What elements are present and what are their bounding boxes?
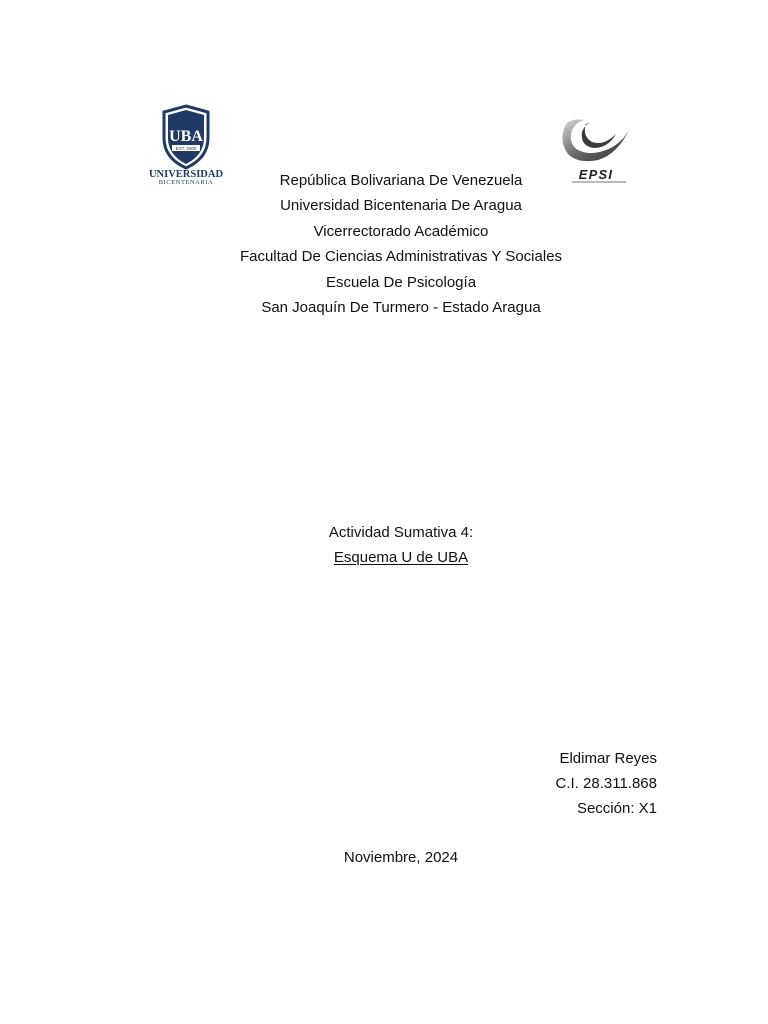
uba-wordmark-line1: UNIVERSIDAD — [148, 169, 224, 180]
document-date: Noviembre, 2024 — [343, 849, 459, 866]
header-line-location: San Joaquín De Turmero - Estado Aragua — [261, 299, 541, 317]
uba-wordmark-line2: BICENTENARIA — [158, 179, 214, 186]
header-line-faculty: Facultad De Ciencias Administrativas Y Sociales — [239, 248, 563, 266]
assignment-title-block — [0, 520, 768, 570]
header-line-school: Escuela De Psicología — [325, 273, 477, 291]
uba-emblem-text: UBA — [169, 128, 203, 145]
header-line-university: Universidad Bicentenaria De Aragua — [280, 197, 522, 215]
author-section: Sección: X1 — [576, 800, 657, 817]
epsi-wordmark: EPSI — [578, 167, 614, 182]
header-line-vicerrectorado: Vicerrectorado Académico — [313, 222, 489, 240]
author-block — [556, 746, 657, 821]
author-name: Eldimar Reyes — [559, 750, 657, 767]
assignment-title: Actividad Sumativa 4: — [328, 524, 474, 541]
epsi-swoosh-icon — [562, 120, 630, 162]
author-id: C.I. 28.311.868 — [555, 775, 657, 792]
institution-header — [0, 168, 768, 320]
assignment-subtitle: Esquema U de UBA — [333, 549, 469, 566]
uba-est-text: EST. 2000 — [175, 146, 197, 151]
header-line-country: República Bolivariana De Venezuela — [279, 172, 523, 189]
